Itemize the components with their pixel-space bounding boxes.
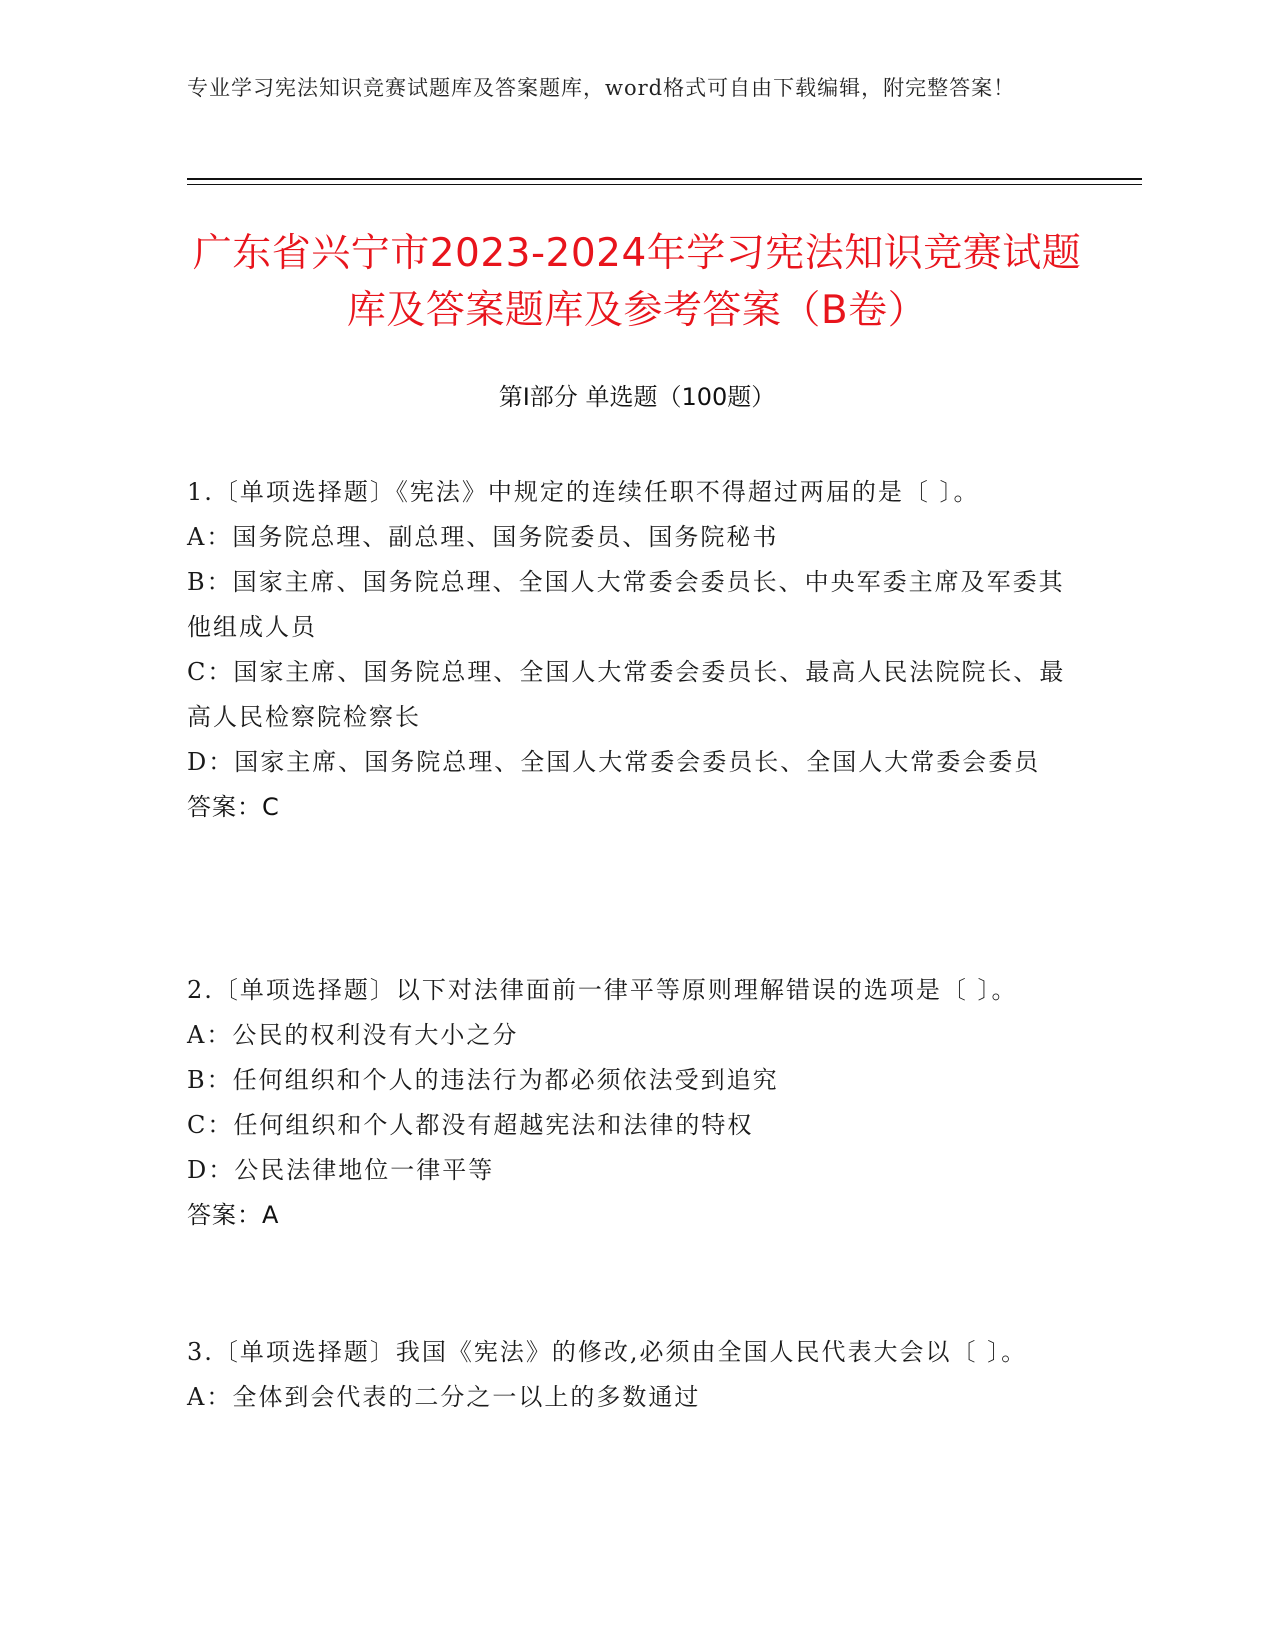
question-2 xyxy=(187,968,1067,1238)
question-stem: 2.〔单项选择题〕以下对法律面前一律平等原则理解错误的选项是〔 〕。 xyxy=(187,976,1018,1004)
option-b: B：国家主席、国务院总理、全国人大常委会委员长、中央军委主席及军委其他组成人员 xyxy=(187,568,1065,641)
answer: 答案：A xyxy=(187,1201,280,1229)
option-d: D：国家主席、国务院总理、全国人大常委会委员长、全国人大常委会委员 xyxy=(187,748,1041,776)
option-a: A：国务院总理、副总理、国务院委员、国务院秘书 xyxy=(187,523,779,551)
option-a: A：公民的权利没有大小之分 xyxy=(187,1021,519,1049)
header-divider-thick xyxy=(187,178,1142,180)
header-note: 专业学习宪法知识竞赛试题库及答案题库，word格式可自由下载编辑，附完整答案！ xyxy=(187,76,1016,100)
question-stem: 3.〔单项选择题〕我国《宪法》的修改,必须由全国人民代表大会以〔 〕。 xyxy=(187,1338,1028,1366)
section-title: 第Ⅰ部分 单选题（100题） xyxy=(498,383,776,411)
question-stem: 1.〔单项选择题〕《宪法》中规定的连续任职不得超过两届的是〔 〕。 xyxy=(187,478,980,506)
option-c: C：任何组织和个人都没有超越宪法和法律的特权 xyxy=(187,1111,754,1139)
question-3 xyxy=(187,1330,1067,1420)
option-c: C：国家主席、国务院总理、全国人大常委会委员长、最高人民法院院长、最高人民检察院检察长 xyxy=(187,658,1066,731)
question-1 xyxy=(187,470,1067,830)
option-a: A：全体到会代表的二分之一以上的多数通过 xyxy=(187,1383,701,1411)
option-b: B：任何组织和个人的违法行为都必须依法受到追究 xyxy=(187,1066,779,1094)
header-divider-thin xyxy=(187,184,1142,185)
answer: 答案：C xyxy=(187,793,280,821)
option-d: D：公民法律地位一律平等 xyxy=(187,1156,495,1184)
document-title: 广东省兴宁市2023-2024年学习宪法知识竞赛试题库及答案题库及参考答案（B卷） xyxy=(192,231,1082,333)
